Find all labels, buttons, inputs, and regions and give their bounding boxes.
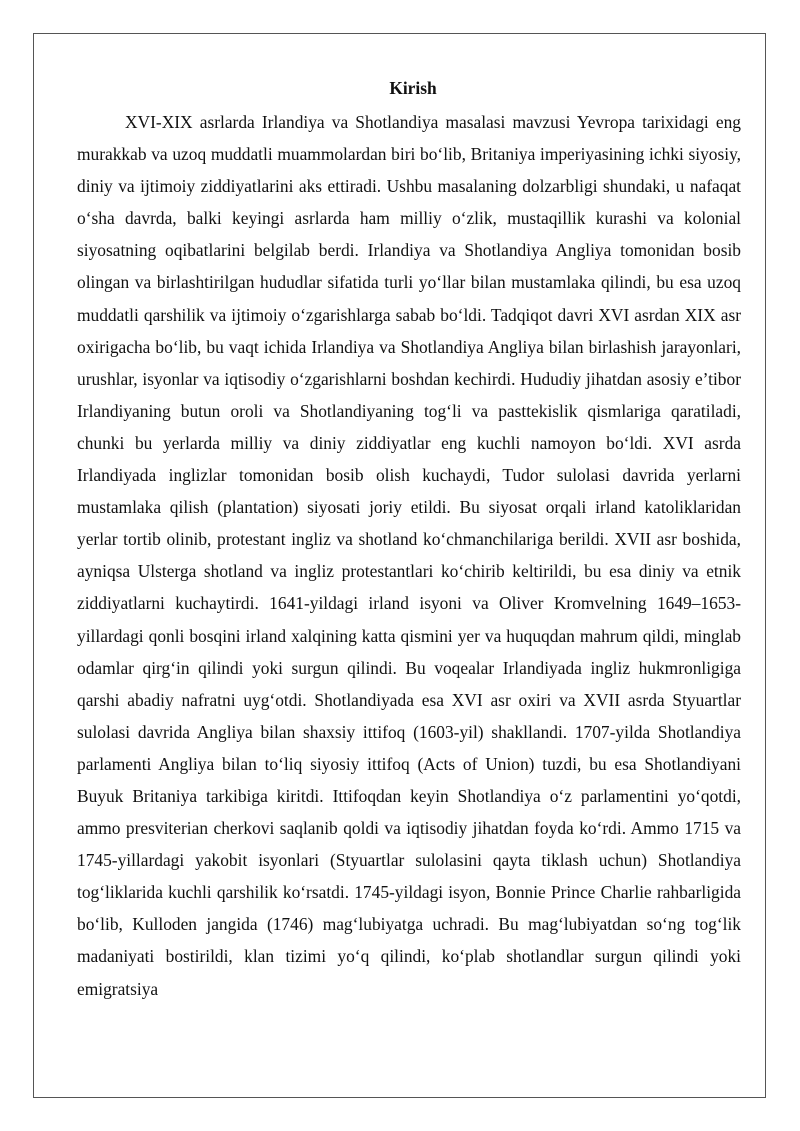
section-heading: Kirish bbox=[389, 78, 437, 98]
document-body bbox=[77, 72, 741, 1005]
body-paragraph: XVI-XIX asrlarda Irlandiya va Shotlandiya masalasi mavzusi Yevropa tarixidagi eng murakkab va uzoq muddatli muammolardan biri bo‘lib, Britaniya imperiyasining ichki siyosiy, diniy va ijtimoiy ziddiyatlarini aks ettiradi. Ushbu masalaning dolzarbligi shundaki, u nafaqat o‘sha davrda, balki keyingi asrlarda ham milliy o‘zlik, mustaqillik kurashi va kolonial siyosatning oqibatlarini belgilab berdi. Irlandiya va Shotlandiya Angliya tomonidan bosib olingan va birlashtirilgan hududlar sifatida turli yo‘llar bilan mustamlaka qilindi, bu esa uzoq muddatli qarshilik va ijtimoiy o‘zgarishlarga sabab bo‘ldi. Tadqiqot davri XVI asrdan XIX asr oxirigacha bo‘lib, bu vaqt ichida Irlandiya va Shotlandiya Angliya bilan birlashish jarayonlari, urushlar, isyonlar va iqtisodiy o‘zgarishlarni boshdan kechirdi. Hududiy jihatdan asosiy e’tibor Irlandiyaning butun oroli va Shotlandiyaning tog‘li va pasttekislik qismlariga qaratiladi, chunki bu yerlarda milliy va diniy ziddiyatlar eng kuchli namoyon bo‘ldi. XVI asrda Irlandiyada inglizlar tomonidan bosib olish kuchaydi, Tudor sulolasi davrida yerlarni mustamlaka qilish (plantation) siyosati joriy etildi. Bu siyosat orqali irland katoliklaridan yerlar tortib olinib, protestant ingliz va shotland ko‘chmanchilariga berildi. XVII asr boshida, ayniqsa Ulsterga shotland va ingliz protestantlari ko‘chirib keltirildi, bu esa diniy va etnik ziddiyatlarni kuchaytirdi. 1641-yildagi irland isyoni va Oliver Kromvelning 1649–1653-yillardagi qonli bosqini irland xalqining katta qismini yer va huquqdan mahrum qildi, minglab odamlar qirg‘in qilindi yoki surgun qilindi. Bu voqealar Irlandiyada ingliz hukmronligiga qarshi abadiy nafratni uyg‘otdi. Shotlandiyada esa XVI asr oxiri va XVII asrda Styuartlar sulolasi davrida Angliya bilan shaxsiy ittifoq (1603-yil) shakllandi. 1707-yilda Shotlandiya parlamenti Angliya bilan to‘liq siyosiy ittifoq (Acts of Union) tuzdi, bu esa Shotlandiyani Buyuk Britaniya tarkibiga kiritdi. Ittifoqdan keyin Shotlandiya o‘z parlamentini yo‘qotdi, ammo presviterian cherkovi saqlanib qoldi va iqtisodiy jihatdan foyda ko‘rdi. Ammo 1715 va 1745-yillardagi yakobit isyonlari (Styuartlar sulolasini qayta tiklash uchun) Shotlandiya tog‘liklarida kuchli qarshilik ko‘rsatdi. 1745-yildagi isyon, Bonnie Prince Charlie rahbarligida bo‘lib, Kulloden jangida (1746) mag‘lubiyatga uchradi. Bu mag‘lubiyatdan so‘ng tog‘lik madaniyati bostirildi, klan tizimi yo‘q qilindi, ko‘plab shotlandlar surgun qilindi yoki emigratsiya bbox=[77, 112, 741, 999]
